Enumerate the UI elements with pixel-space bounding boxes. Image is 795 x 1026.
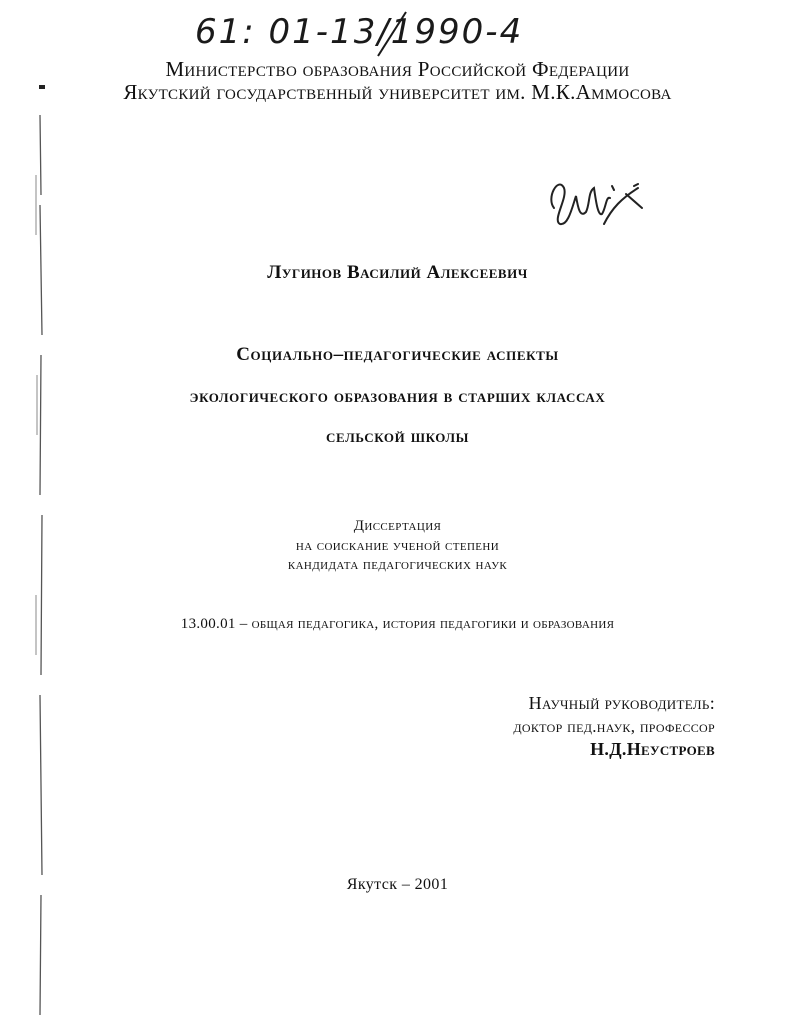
advisor-degree: доктор пед.наук, профессор: [513, 717, 715, 736]
specialty-code: 13.00.01 – общая педагогика, история педагогики и образования: [180, 616, 615, 632]
archive-code-slash: [372, 10, 412, 58]
signature-mark: [542, 168, 652, 234]
advisor-role: Научный руководитель:: [528, 693, 715, 713]
thesis-title-line-3: сельской школы: [325, 426, 469, 447]
advisor-name: Н.Д.Неустроев: [590, 739, 715, 759]
author-name: Лугинов Василий Алексеевич: [267, 262, 528, 283]
ministry-name: Министерство образования Российской Федерации: [165, 57, 630, 81]
place-year: Якутск – 2001: [346, 876, 449, 893]
dissertation-label: Диссертация: [353, 518, 442, 534]
university-name: Якутский государственный университет им. М.К.Аммосова: [123, 80, 672, 104]
thesis-title-line-2: экологического образования в старших классах: [189, 386, 606, 407]
degree-purpose: на соискание ученой степени: [295, 538, 500, 554]
archive-code: 61: 01-13/1990-4: [195, 12, 524, 52]
thesis-title-line-1: Социально–педагогические аспекты: [236, 344, 559, 365]
degree-name: кандидата педагогических наук: [287, 557, 508, 573]
